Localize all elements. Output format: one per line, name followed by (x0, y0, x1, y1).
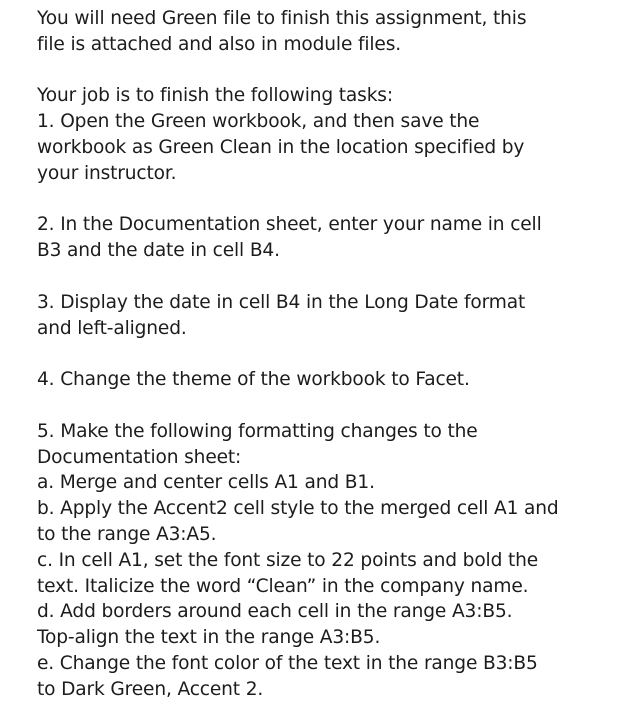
text-line: 1. Open the Green workbook, and then save the (37, 111, 480, 133)
text-line: your instructor. (37, 162, 177, 184)
text-line: 2. In the Documentation sheet, enter your name in cell (37, 214, 542, 236)
task-5-paragraph (37, 419, 627, 703)
text-line: B3 and the date in cell B4. (37, 240, 280, 262)
task-4-paragraph (37, 367, 627, 393)
intro-paragraph (37, 6, 627, 58)
text-line: d. Add borders around each cell in the range A3:B5. (37, 601, 513, 623)
text-line: file is attached and also in module files. (37, 33, 402, 55)
text-line: b. Apply the Accent2 cell style to the merged cell A1 and (37, 498, 559, 520)
text-line: e. Change the font color of the text in the range B3:B5 (37, 652, 538, 674)
text-line: 5. Make the following formatting changes to the (37, 420, 478, 442)
text-line: text. Italicize the word “Clean” in the company name. (37, 575, 529, 597)
task-1-paragraph (37, 83, 627, 186)
text-line: to the range A3:A5. (37, 523, 217, 545)
text-line: Your job is to finish the following tasks: (37, 85, 393, 107)
text-line: c. In cell A1, set the font size to 22 points and bold the (37, 549, 539, 571)
text-line: 4. Change the theme of the workbook to Facet. (37, 369, 470, 391)
text-line: 3. Display the date in cell B4 in the Long Date format (37, 291, 526, 313)
text-line: workbook as Green Clean in the location specified by (37, 136, 525, 158)
text-line: Top-align the text in the range A3:B5. (37, 627, 381, 649)
text-line: and left-aligned. (37, 317, 187, 339)
task-3-paragraph (37, 290, 627, 342)
text-line: You will need Green file to finish this assignment, this (37, 8, 527, 29)
text-line: a. Merge and center cells A1 and B1. (37, 472, 375, 494)
assignment-document (37, 6, 627, 728)
task-2-paragraph (37, 212, 627, 264)
text-line: Documentation sheet: (37, 446, 242, 468)
text-line: to Dark Green, Accent 2. (37, 678, 264, 700)
